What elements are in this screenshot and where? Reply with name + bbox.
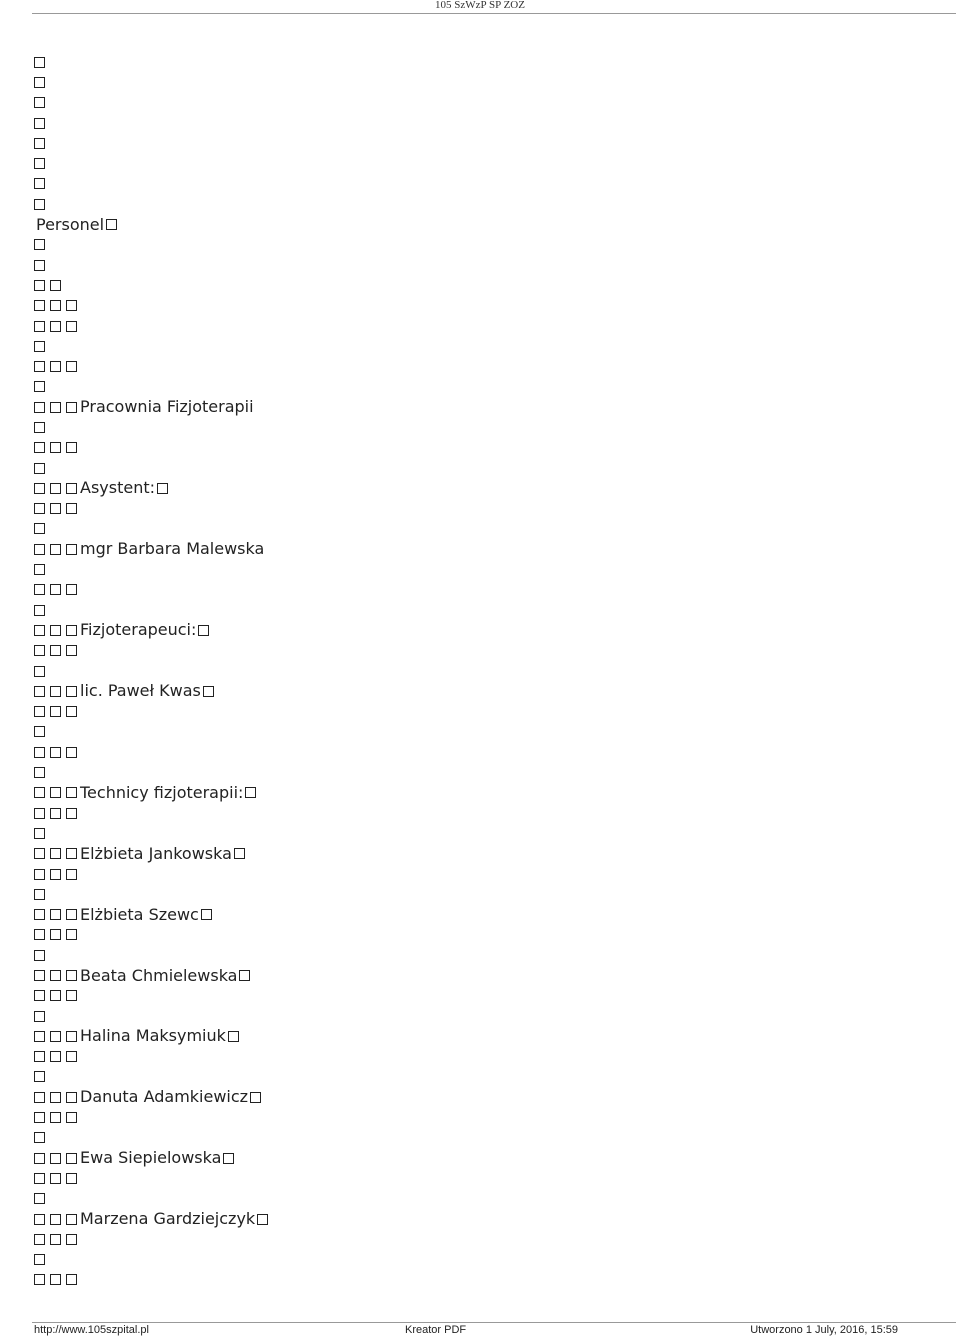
missing-glyph-icon [34, 463, 45, 474]
missing-glyph-icon [66, 787, 77, 798]
missing-glyph-icon [50, 544, 61, 555]
missing-glyph-icon [34, 889, 45, 900]
missing-glyph-icon [66, 1173, 77, 1184]
missing-glyph-icon [34, 57, 45, 68]
text-line [32, 844, 932, 864]
missing-glyph-icon [50, 787, 61, 798]
placeholder-line [32, 1107, 932, 1127]
text-line [32, 1148, 932, 1168]
page-footer [32, 1324, 956, 1337]
text-line [32, 397, 932, 417]
text-line [32, 214, 932, 234]
placeholder-line [32, 661, 932, 681]
placeholder-line [32, 458, 932, 478]
line-text: Beata Chmielewska [80, 965, 238, 985]
text-line [32, 904, 932, 924]
footer-url-link[interactable]: http://www.105szpital.pl [34, 1324, 149, 1336]
footer-created-date: Utworzono 1 July, 2016, 15:59 [750, 1324, 898, 1336]
missing-glyph-icon [34, 77, 45, 88]
missing-glyph-icon [234, 848, 245, 859]
placeholder-line [32, 925, 932, 945]
missing-glyph-icon [50, 1112, 61, 1123]
missing-glyph-icon [66, 503, 77, 514]
line-text: Pracownia Fizjoterapii [80, 397, 254, 417]
missing-glyph-icon [50, 747, 61, 758]
missing-glyph-icon [66, 686, 77, 697]
missing-glyph-icon [34, 909, 45, 920]
missing-glyph-icon [34, 767, 45, 778]
missing-glyph-icon [34, 1234, 45, 1245]
missing-glyph-icon [66, 1274, 77, 1285]
placeholder-line [32, 762, 932, 782]
missing-glyph-icon [50, 1173, 61, 1184]
missing-glyph-icon [66, 1031, 77, 1042]
footer-generator: Kreator PDF [405, 1324, 467, 1336]
text-line [32, 620, 932, 640]
missing-glyph-icon [34, 1254, 45, 1265]
placeholder-line [32, 72, 932, 92]
placeholder-line [32, 296, 932, 316]
missing-glyph-icon [50, 869, 61, 880]
line-text: lic. Paweł Kwas [80, 681, 201, 701]
missing-glyph-icon [50, 929, 61, 940]
missing-glyph-icon [66, 300, 77, 311]
missing-glyph-icon [50, 1234, 61, 1245]
missing-glyph-icon [34, 300, 45, 311]
missing-glyph-icon [34, 726, 45, 737]
placeholder-line [32, 93, 932, 113]
placeholder-line [32, 864, 932, 884]
placeholder-line [32, 153, 932, 173]
missing-glyph-icon [34, 564, 45, 575]
text-line [32, 1026, 932, 1046]
missing-glyph-icon [50, 1031, 61, 1042]
placeholder-line [32, 559, 932, 579]
placeholder-line [32, 884, 932, 904]
placeholder-line [32, 823, 932, 843]
missing-glyph-icon [34, 158, 45, 169]
text-line [32, 1209, 932, 1229]
placeholder-line [32, 1128, 932, 1148]
missing-glyph-icon [34, 970, 45, 981]
line-text: Personel [36, 214, 105, 234]
missing-glyph-icon [34, 1011, 45, 1022]
placeholder-line [32, 945, 932, 965]
missing-glyph-icon [50, 625, 61, 636]
missing-glyph-icon [50, 909, 61, 920]
missing-glyph-icon [66, 483, 77, 494]
line-text: Elżbieta Jankowska [80, 843, 232, 863]
missing-glyph-icon [34, 321, 45, 332]
missing-glyph-icon [198, 625, 209, 636]
missing-glyph-icon [34, 1193, 45, 1204]
missing-glyph-icon [50, 503, 61, 514]
missing-glyph-icon [34, 1051, 45, 1062]
placeholder-line [32, 742, 932, 762]
missing-glyph-icon [34, 97, 45, 108]
missing-glyph-icon [34, 605, 45, 616]
document-body [32, 52, 932, 1290]
missing-glyph-icon [34, 787, 45, 798]
placeholder-line [32, 702, 932, 722]
placeholder-line [32, 803, 932, 823]
missing-glyph-icon [66, 747, 77, 758]
placeholder-line [32, 1189, 932, 1209]
missing-glyph-icon [66, 625, 77, 636]
missing-glyph-icon [34, 402, 45, 413]
missing-glyph-icon [66, 869, 77, 880]
missing-glyph-icon [34, 381, 45, 392]
header-divider [32, 13, 956, 14]
missing-glyph-icon [34, 260, 45, 271]
missing-glyph-icon [50, 848, 61, 859]
missing-glyph-icon [257, 1214, 268, 1225]
missing-glyph-icon [34, 929, 45, 940]
missing-glyph-icon [106, 219, 117, 230]
missing-glyph-icon [50, 645, 61, 656]
missing-glyph-icon [34, 442, 45, 453]
missing-glyph-icon [34, 1112, 45, 1123]
missing-glyph-icon [228, 1031, 239, 1042]
placeholder-line [32, 722, 932, 742]
missing-glyph-icon [66, 808, 77, 819]
text-line [32, 965, 932, 985]
missing-glyph-icon [239, 970, 250, 981]
missing-glyph-icon [34, 503, 45, 514]
placeholder-line [32, 133, 932, 153]
missing-glyph-icon [66, 645, 77, 656]
missing-glyph-icon [66, 442, 77, 453]
missing-glyph-icon [34, 483, 45, 494]
missing-glyph-icon [66, 909, 77, 920]
placeholder-line [32, 417, 932, 437]
missing-glyph-icon [66, 402, 77, 413]
line-text: Marzena Gardziejczyk [80, 1209, 256, 1229]
placeholder-line [32, 580, 932, 600]
placeholder-line [32, 499, 932, 519]
missing-glyph-icon [34, 1071, 45, 1082]
text-line [32, 783, 932, 803]
missing-glyph-icon [34, 1214, 45, 1225]
missing-glyph-icon [50, 361, 61, 372]
placeholder-line [32, 519, 932, 539]
line-text: Ewa Siepielowska [80, 1148, 222, 1168]
missing-glyph-icon [34, 584, 45, 595]
missing-glyph-icon [34, 239, 45, 250]
missing-glyph-icon [50, 706, 61, 717]
line-text: Halina Maksymiuk [80, 1026, 226, 1046]
missing-glyph-icon [34, 686, 45, 697]
missing-glyph-icon [34, 1173, 45, 1184]
placeholder-line [32, 336, 932, 356]
missing-glyph-icon [66, 361, 77, 372]
placeholder-line [32, 1067, 932, 1087]
missing-glyph-icon [34, 828, 45, 839]
missing-glyph-icon [34, 990, 45, 1001]
missing-glyph-icon [34, 544, 45, 555]
missing-glyph-icon [34, 118, 45, 129]
missing-glyph-icon [50, 1092, 61, 1103]
placeholder-line [32, 438, 932, 458]
missing-glyph-icon [34, 138, 45, 149]
placeholder-line [32, 52, 932, 72]
placeholder-line [32, 1229, 932, 1249]
missing-glyph-icon [66, 1153, 77, 1164]
missing-glyph-icon [157, 483, 168, 494]
missing-glyph-icon [50, 442, 61, 453]
missing-glyph-icon [50, 584, 61, 595]
footer-divider [32, 1322, 956, 1323]
missing-glyph-icon [66, 1234, 77, 1245]
missing-glyph-icon [34, 706, 45, 717]
missing-glyph-icon [223, 1153, 234, 1164]
missing-glyph-icon [34, 950, 45, 961]
placeholder-line [32, 600, 932, 620]
placeholder-line [32, 174, 932, 194]
missing-glyph-icon [50, 402, 61, 413]
line-text: Asystent: [80, 478, 156, 498]
placeholder-line [32, 1250, 932, 1270]
placeholder-line [32, 194, 932, 214]
placeholder-line [32, 1047, 932, 1067]
placeholder-line [32, 641, 932, 661]
missing-glyph-icon [66, 970, 77, 981]
missing-glyph-icon [245, 787, 256, 798]
text-line [32, 1087, 932, 1107]
missing-glyph-icon [34, 1031, 45, 1042]
missing-glyph-icon [50, 300, 61, 311]
placeholder-line [32, 986, 932, 1006]
text-line [32, 539, 932, 559]
missing-glyph-icon [34, 199, 45, 210]
missing-glyph-icon [203, 686, 214, 697]
missing-glyph-icon [34, 808, 45, 819]
missing-glyph-icon [50, 1214, 61, 1225]
text-line [32, 681, 932, 701]
missing-glyph-icon [66, 1214, 77, 1225]
placeholder-line [32, 316, 932, 336]
missing-glyph-icon [34, 625, 45, 636]
missing-glyph-icon [50, 1051, 61, 1062]
missing-glyph-icon [50, 970, 61, 981]
missing-glyph-icon [34, 869, 45, 880]
line-text: mgr Barbara Malewska [80, 539, 265, 559]
missing-glyph-icon [50, 1274, 61, 1285]
missing-glyph-icon [34, 1132, 45, 1143]
missing-glyph-icon [50, 321, 61, 332]
placeholder-line [32, 1270, 932, 1290]
missing-glyph-icon [34, 1274, 45, 1285]
missing-glyph-icon [66, 584, 77, 595]
missing-glyph-icon [66, 848, 77, 859]
page-header-title: 105 SzWzP SP ZOZ [435, 0, 525, 11]
missing-glyph-icon [250, 1092, 261, 1103]
placeholder-line [32, 255, 932, 275]
missing-glyph-icon [50, 808, 61, 819]
missing-glyph-icon [34, 341, 45, 352]
line-text: Danuta Adamkiewicz [80, 1087, 249, 1107]
missing-glyph-icon [50, 483, 61, 494]
missing-glyph-icon [34, 666, 45, 677]
placeholder-line [32, 1168, 932, 1188]
missing-glyph-icon [66, 990, 77, 1001]
line-text: Technicy fizjoterapii: [80, 782, 244, 802]
missing-glyph-icon [66, 706, 77, 717]
missing-glyph-icon [34, 645, 45, 656]
missing-glyph-icon [50, 280, 61, 291]
placeholder-line [32, 356, 932, 376]
missing-glyph-icon [34, 1153, 45, 1164]
placeholder-line [32, 1006, 932, 1026]
missing-glyph-icon [66, 929, 77, 940]
missing-glyph-icon [34, 848, 45, 859]
text-line [32, 478, 932, 498]
line-text: Fizjoterapeuci: [80, 620, 197, 640]
missing-glyph-icon [66, 1051, 77, 1062]
missing-glyph-icon [34, 523, 45, 534]
placeholder-line [32, 377, 932, 397]
placeholder-line [32, 275, 932, 295]
placeholder-line [32, 235, 932, 255]
missing-glyph-icon [50, 686, 61, 697]
missing-glyph-icon [66, 544, 77, 555]
missing-glyph-icon [34, 178, 45, 189]
missing-glyph-icon [66, 321, 77, 332]
missing-glyph-icon [34, 422, 45, 433]
missing-glyph-icon [34, 361, 45, 372]
placeholder-line [32, 113, 932, 133]
missing-glyph-icon [34, 1092, 45, 1103]
missing-glyph-icon [50, 1153, 61, 1164]
missing-glyph-icon [66, 1092, 77, 1103]
missing-glyph-icon [50, 990, 61, 1001]
missing-glyph-icon [34, 280, 45, 291]
missing-glyph-icon [66, 1112, 77, 1123]
missing-glyph-icon [201, 909, 212, 920]
missing-glyph-icon [34, 747, 45, 758]
line-text: Elżbieta Szewc [80, 904, 199, 924]
